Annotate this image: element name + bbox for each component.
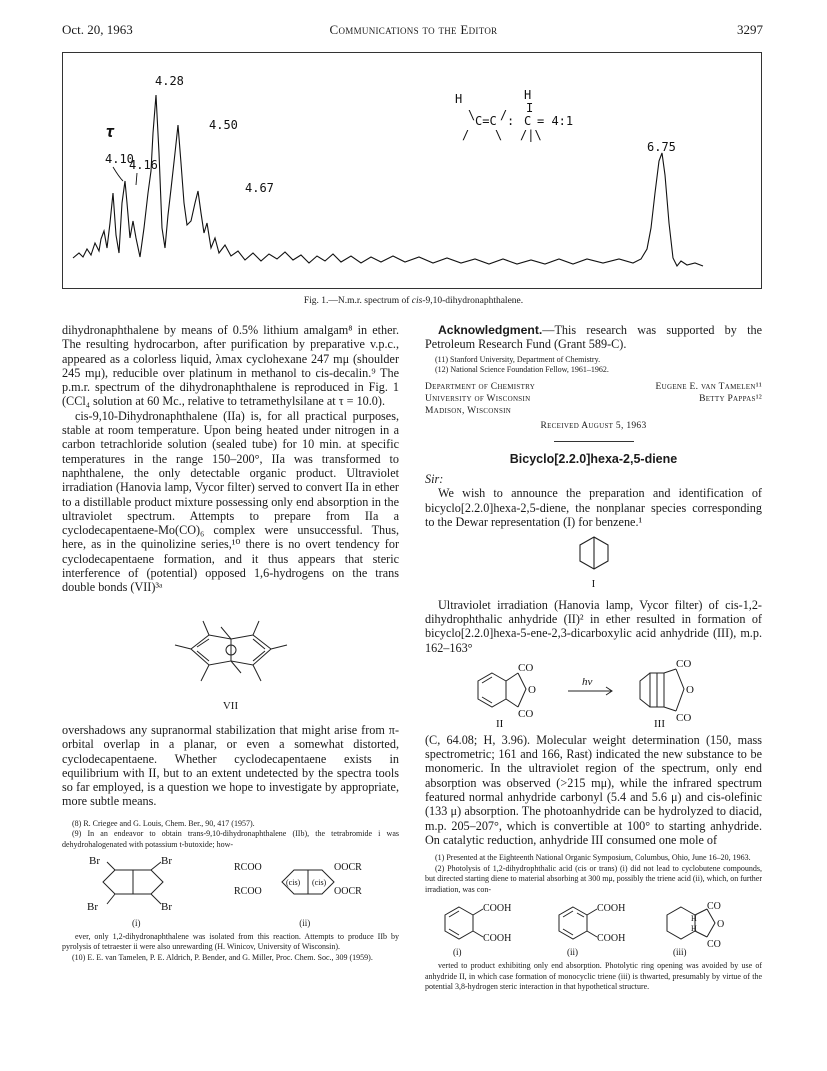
footnote-2: (2) Photolysis of 1,2-dihydrophthalic acid (cis or trans) (i) did not lead to cyclobutene compounds, but directed starting diene to material absorbing at 300 mμ, possibly the triene acid (ii), which, on further irradiation, was con-	[425, 863, 762, 894]
svg-text:CO: CO	[517, 661, 533, 674]
svg-text:/|\: /|\	[520, 128, 542, 142]
peak-label-4-28: 4.28	[155, 74, 184, 88]
footnote-2-continued: verted to product exhibiting only end absorption. Photolytic ring opening was avoided by use of anhydride II, in which case formation of monocyclic triene (iii) is thwarted, presumably by virtue of the potential 3,8-hydrogen steric interaction in that hypothetical structure.	[425, 961, 762, 992]
peak-label-6-75: 6.75	[647, 140, 676, 154]
body-paragraph: cis-9,10-Dihydronaphthalene (IIa) is, for all practical purposes, stable at room temperature. Upon being heated under nitrogen in a carbon tetrachloride solution (sealed tube) for 10 min. at specific temperatures in the range 150–200°, IIa was transformed to naphthalene, the only detectable organic product. Ultraviolet irradiation (Hanovia lamp, Vycor filter) served to convert IIa in ether to a distillable product mixture possessing only end absorption in the ultraviolet spectrum. Attempts to prepare from IIa a cyclodecapentaene-Mo(CO)₆ complex were unsuccessful. Thus, here, as in the quinolizine series,¹⁰ there is no overt tendency for cyclodecapentaene formation, and it thus appears that steric interference of (potential) opposed 1,6-hydrogens on the trans double bonds (VII)³ᵃ	[62, 408, 399, 595]
svg-text:COOH: COOH	[482, 933, 511, 945]
structure-i-label: (i)	[452, 947, 461, 958]
svg-text:O: O	[685, 683, 694, 696]
svg-text:CO: CO	[675, 658, 691, 670]
svg-text:O: O	[527, 683, 536, 696]
footnote-9-continued: ever, only 1,2-dihydronaphthalene was isolated from this reaction. Attempts to produce IIb by pyrolysis of tetraester ii were also unrewarding (H. Winicov, University of Wisconsin).	[62, 931, 399, 952]
header-date: Oct. 20, 1963	[62, 22, 133, 37]
svg-text:Br: Br	[89, 855, 101, 868]
svg-text:CO: CO	[517, 707, 533, 720]
figure-caption: Fig. 1.—N.m.r. spectrum of cis-9,10-dihydronaphthalene.	[303, 296, 524, 306]
header-page-number: 3297	[737, 22, 763, 37]
structure-ii-label: (ii)	[299, 917, 311, 928]
reaction-scheme-ii-to-iii	[444, 659, 744, 729]
received-date: Received August 5, 1963	[540, 420, 647, 431]
svg-text:\: \	[468, 108, 476, 122]
body-paragraph: overshadows any supranormal stabilization that might arise from π-orbital overlap in a planar, or even a somewhat distorted, cyclodecapentaene. Whether cyclodecapentaene exists in equilibrium with II, but to an extent undetected by the spectra tools so far employed, is a question we hope to investigate by appropriate, more subtle means.	[62, 722, 399, 809]
svg-text:CO: CO	[706, 939, 721, 951]
salutation: Sir:	[425, 472, 444, 487]
svg-text:CO: CO	[706, 901, 721, 913]
peak-label-4-16: 4.16	[129, 158, 158, 172]
acknowledgment: Acknowledgment.—This research was supported by the Petroleum Research Fund (Grant 589-C).	[425, 323, 762, 352]
section-divider	[554, 441, 634, 442]
left-column	[62, 323, 399, 963]
svg-text:OOCR: OOCR	[333, 886, 362, 898]
footnote-9: (9) In an endeavor to obtain trans-9,10-dihydronaphthalene (IIb), the tetrabromide i was dehydrohalogenated with potassium t-butoxide; how-	[62, 829, 399, 849]
footnote-2-structures	[429, 899, 759, 957]
peak-label-4-67: 4.67	[245, 181, 274, 195]
tetraester-structure	[230, 854, 380, 930]
svg-text:C=C: C=C	[475, 114, 497, 128]
svg-text::: :	[507, 114, 515, 128]
structure-iii-label: (iii)	[672, 947, 686, 958]
svg-text:(cis): (cis)	[311, 878, 326, 888]
svg-text:(cis): (cis)	[285, 878, 300, 888]
svg-text:Br: Br	[87, 901, 99, 913]
header-journal: Communications to the Editor	[329, 22, 498, 37]
structure-iii-label: III	[653, 717, 665, 729]
svg-text:O: O	[716, 919, 724, 931]
svg-text:C: C	[524, 114, 532, 128]
peak-label-4-10: 4.10	[105, 152, 134, 166]
svg-text:/: /	[500, 108, 508, 122]
svg-text:/: /	[462, 128, 470, 142]
spectrum-trace	[73, 95, 703, 266]
svg-text:RCOO: RCOO	[233, 886, 262, 898]
svg-text:Br: Br	[161, 855, 173, 868]
svg-text:OOCR: OOCR	[333, 862, 362, 874]
body-paragraph: (C, 64.08; H, 3.96). Molecular weight determination (150, mass spectrometric; 161 and 166, Rast) indicated the new substance to be monomeric. In the ultraviolet region of the spectrum, only end absorption was observed (>215 mμ), while the infrared spectrum featured normal anhydride carbonyl (5.4 and 5.6 μ) and cis-olefinic (133 μ) absorption. The photoanhydride can be hydrolyzed to diacid, m.p. 205–207°, which is convertible at 100° to starting anhydride. On catalytic reduction, anhydride III consumed one mole of	[425, 732, 762, 847]
svg-text:COOH: COOH	[596, 903, 625, 915]
svg-text:CO: CO	[675, 711, 691, 724]
svg-text:H: H	[524, 88, 532, 102]
right-column	[425, 323, 762, 993]
svg-text:Br: Br	[161, 901, 173, 913]
structure-vii	[161, 599, 301, 695]
author-address-block: Department of Chemistry Eugene E. van Tamelen¹¹ University of Wisconsin Betty Pappas¹² Madison, Wisconsin	[425, 381, 762, 416]
structure-ii-label: II	[495, 717, 503, 729]
body-paragraph: We wish to announce the preparation and identification of bicyclo[2.2.0]hexa-2,5-diene, the nonplanar species corresponding to the Dewar representation (I) for benzene.¹	[425, 486, 762, 530]
proton-structure-sketch	[455, 88, 573, 142]
peak-label-4-50: 4.50	[209, 118, 238, 132]
svg-text:COOH: COOH	[596, 933, 625, 945]
body-paragraph: Ultraviolet irradiation (Hanovia lamp, Vycor filter) of cis-1,2-dihydrophthalic anhydride (II)² in ether resulted in formation of bicyclo[2.2.0]hexa-5-ene-2,3-dicarboxylic acid anhydride (III), m.p. 162–163°	[425, 597, 762, 655]
svg-text:COOH: COOH	[482, 903, 511, 915]
tetrabromide-structure	[81, 854, 191, 930]
footnote-10: (10) E. E. van Tamelen, P. E. Aldrich, P. Bender, and G. Miller, Proc. Chem. Soc., 309 (1959).	[72, 952, 373, 962]
nmr-spectrum-figure	[62, 52, 762, 289]
svg-text:H: H	[690, 924, 697, 934]
footnote-8: (8) R. Criegee and G. Louis, Chem. Ber., 90, 417 (1957).	[72, 818, 255, 828]
structure-i-label: (i)	[132, 917, 141, 928]
structure-i-label: I	[591, 578, 596, 591]
svg-text:H: H	[690, 914, 697, 924]
integration-ratio: = 4:1	[537, 114, 574, 128]
svg-text:I: I	[526, 101, 534, 115]
nmr-spectrum-plot	[63, 53, 761, 288]
tau-symbol: τ	[105, 122, 115, 141]
article-title: Bicyclo[2.2.0]hexa-2,5-diene	[509, 451, 678, 466]
footnote-11: (11) Stanford University, Department of Chemistry.	[435, 354, 601, 364]
body-paragraph: dihydronaphthalene by means of 0.5% lithium amalgam⁸ in ether. The resulting hydrocarbon, after purification by preparative v.p.c., appeared as a colorless liquid, λmax cyclohexane 247 mμ (shoulder 245 mμ), reducible over platinum in methanol to cis-decalin.⁹ The p.m.r. spectrum of the dihydronaphthalene is reproduced in Fig. 1 (CCl₄ solution at 60 Mc., relative to tetramethylsilane at τ = 10.0).	[62, 323, 399, 409]
hv-label: hν	[581, 675, 592, 688]
footnote-1: (1) Presented at the Eighteenth National Organic Symposium, Columbus, Ohio, June 16–20, 1963.	[435, 853, 751, 863]
dewar-benzene-structure-i	[574, 533, 614, 573]
svg-text:RCOO: RCOO	[233, 862, 262, 874]
footnote-12: (12) National Science Foundation Fellow, 1961–1962.	[435, 365, 609, 375]
structure-vii-label: VII	[222, 699, 239, 712]
structure-ii-label: (ii)	[566, 947, 578, 958]
svg-text:\: \	[495, 128, 503, 142]
svg-text:H: H	[455, 92, 463, 106]
